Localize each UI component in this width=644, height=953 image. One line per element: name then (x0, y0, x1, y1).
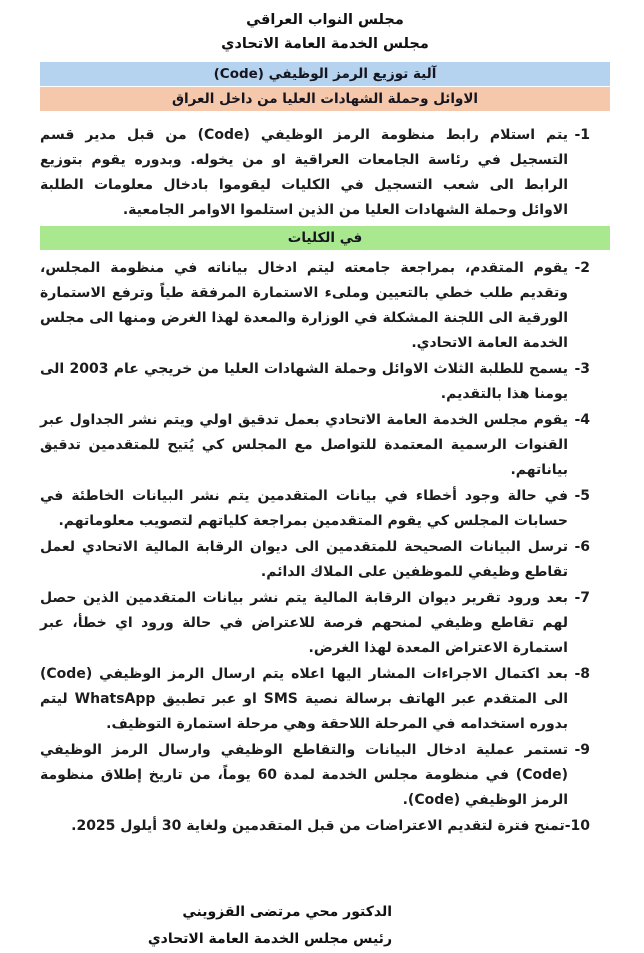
item-text: تستمر عملية ادخال البيانات والتقاطع الوظيفي وارسال الرمز الوظيفي (Code) في منظومة مجلس الخدمة لمدة 60 يوماً، من تاريخ إطلاق منظومة الرمز الوظيفي (Code). (40, 742, 569, 808)
item-marker: 6- (574, 539, 590, 555)
signature-block (40, 899, 610, 953)
list-item-5 (40, 484, 610, 534)
item-marker: 1- (574, 127, 590, 143)
list-item-4 (40, 408, 610, 483)
org-title-commission: مجلس الخدمة العامة الاتحادي (221, 36, 429, 52)
list-item-10 (40, 814, 610, 839)
signatory-title: رئيس مجلس الخدمة العامة الاتحادي (147, 931, 392, 947)
item-text: في حالة وجود أخطاء في بيانات المتقدمين يتم نشر البيانات الخاطئة في حسابات المجلس كي يقوم المتقدمين بمراجعة كلياتهم لتصويب معلوماتهم. (40, 488, 568, 529)
list-item-7 (40, 586, 610, 661)
item-marker: 4- (574, 412, 590, 428)
signatory-name: الدكتور محي مرتضى القزويني (182, 904, 392, 920)
list-item-8 (40, 662, 610, 737)
item-text: بعد اكتمال الاجراءات المشار اليها اعلاه يتم ارسال الرمز الوظيفي (Code) الى المتقدم عبر الهاتف برسالة نصية SMS او عبر تطبيق WhatsApp ليتم بدوره استخدامه في المرحلة اللاحقة وهي مرحلة استمارة التوظيف. (40, 666, 568, 732)
item-text: ترسل البيانات الصحيحة للمتقدمين الى ديوان الرقابة المالية الاتحادي لعمل تقاطع وظيفي للموظفين على الملاك الدائم. (40, 539, 568, 580)
list-item-9 (40, 738, 610, 813)
org-title-council: مجلس النواب العراقي (246, 12, 404, 28)
item-text: تمنح فترة لتقديم الاعتراضات من قبل المتقدمين ولغاية 30 أيلول 2025. (71, 818, 565, 834)
item-marker: 5- (574, 488, 590, 504)
item-marker: 9- (574, 742, 590, 758)
item-text: يقوم المتقدم، بمراجعة جامعته ليتم ادخال بياناته في منظومة المجلس، وتقديم طلب خطي بالتعيين وملىء الاستمارة المرفقة طياً وترفع الاستمارة الورقية الى اللجنة المشكلة في الوزارة والمعدة لهذا الغرض ومنها الى مجلس الخدمة العامة الاتحادي. (40, 260, 568, 351)
list-item-6 (40, 535, 610, 585)
item-marker: 3- (574, 361, 590, 377)
procedure-list (40, 123, 610, 839)
banner-in-colleges: في الكليات (40, 226, 610, 250)
item-text: يسمح للطلبة الثلاث الاوائل وحملة الشهادات العليا من خريجي عام 2003 الى يومنا هذا بالتقديم. (40, 361, 569, 402)
item-text: يتم استلام رابط منظومة الرمز الوظيفي (Code) من قبل مدير قسم التسجيل في رئاسة الجامعات العراقية او من يخوله. وبدوره يقوم بتوزيع الرابط الى شعب التسجيل في الكليات ليقوموا بادخال معلومات الطلبة الاوائل وحملة الشهادات العليا من الذين استلموا الاوامر الجامعية. (40, 127, 568, 218)
list-item-3 (40, 357, 610, 407)
item-marker: 10- (564, 818, 590, 834)
list-item-2 (40, 256, 610, 356)
item-marker: 8- (574, 666, 590, 682)
item-text: يقوم مجلس الخدمة العامة الاتحادي بعمل تدقيق اولي ويتم نشر الجداول عبر القنوات الرسمية المعتمدة للتواصل مع المجلس كي يُتيح للمتقدمين تدقيق بياناتهم. (40, 412, 568, 478)
list-item-1 (40, 123, 610, 223)
banner-top-graduates: الاوائل وحملة الشهادات العليا من داخل العراق (40, 87, 610, 111)
banner-code-mechanism: آلية توزيع الرمز الوظيفي (Code) (40, 62, 610, 86)
item-marker: 2- (574, 260, 590, 276)
item-text: بعد ورود تقرير ديوان الرقابة المالية يتم نشر بيانات المتقدمين الذين حصل لهم تقاطع وظيفي لمنحهم فرصة للاعتراض في حالة ورود اي خطأ، عبر استمارة الاعتراض المعدة لهذا الغرض. (40, 590, 568, 656)
item-marker: 7- (574, 590, 590, 606)
